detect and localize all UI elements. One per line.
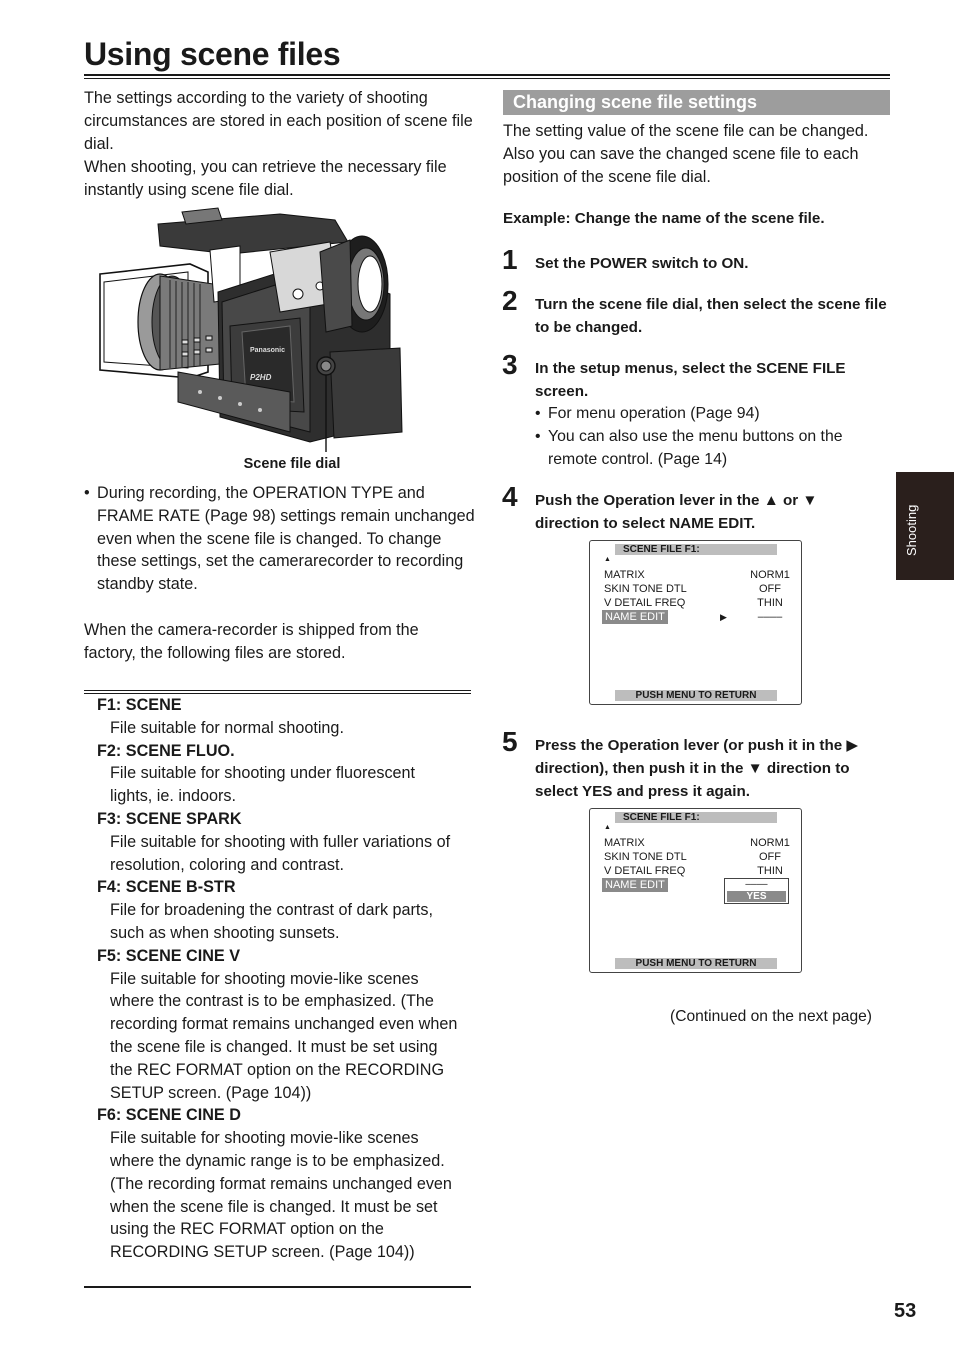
menu-row-selected <box>604 610 794 624</box>
step-bullet: • You can also use the menu buttons on the remote control. (Page 14) <box>535 426 895 472</box>
camera-caption: Scene file dial <box>243 456 341 472</box>
title-rule-thin <box>84 78 890 79</box>
menu-row <box>604 850 794 864</box>
menu-footer: PUSH MENU TO RETURN <box>615 690 777 701</box>
scene-file-menu-1 <box>589 540 802 705</box>
step-text: In the setup menus, select the SCENE FILE screen. <box>535 360 846 400</box>
continued-note: (Continued on the next page) <box>670 1008 872 1025</box>
menu-row <box>604 864 794 878</box>
file-desc: File suitable for shooting movie-like scenes where the dynamic range is to be emphasized. (The recording format remains unchanged even when the scene file is changed. It must be set using the REC FORMAT option on the RECORDING SETUP screen. (Page 104)) <box>110 1129 452 1262</box>
file-desc: File suitable for shooting movie-like scenes where the contrast is to be emphasized. (The recording format remains unchanged even when the scene file is changed. It must be set using the REC FORMAT option on the RECORDING SETUP screen. (Page 104)) <box>110 969 458 1102</box>
step-bullet: • For menu operation (Page 94) <box>535 403 895 426</box>
menu-row-label: SKIN TONE DTL <box>604 851 687 863</box>
step-bullets <box>535 403 895 471</box>
menu-row <box>604 582 794 596</box>
menu-row-value: THIN <box>757 865 783 877</box>
menu-header: SCENE FILE F1: <box>615 544 777 555</box>
menu-row-value: THIN <box>757 597 783 609</box>
intro-paragraph-1: The settings according to the variety of shooting circumstances are stored in each position of scene file dial. <box>84 89 473 153</box>
menu-footer: PUSH MENU TO RETURN <box>615 958 777 969</box>
confirm-value: –––– <box>745 879 768 890</box>
menu-row-label: SKIN TONE DTL <box>604 583 687 595</box>
file-title: F4: SCENE B-STR <box>97 878 236 897</box>
file-list-rule-top <box>84 690 471 691</box>
file-title: F6: SCENE CINE D <box>97 1106 241 1125</box>
menu-row-value: OFF <box>759 851 781 863</box>
menu-row <box>604 596 794 610</box>
intro-paragraph-2: When shooting, you can retrieve the necessary file instantly using scene file dial. <box>84 158 447 199</box>
menu-row-value: NORM1 <box>750 837 790 849</box>
step-text: Press the Operation lever (or push it in the ▶ direction), then push it in the ▼ direction to select YES and press it again. <box>535 737 859 800</box>
page-number: 53 <box>894 1300 917 1322</box>
scene-file-menu-2 <box>589 808 802 973</box>
side-tab <box>896 472 954 580</box>
menu-header: SCENE FILE F1: <box>615 812 777 823</box>
file-list <box>97 694 477 1264</box>
step-text: Turn the scene file dial, then select the scene file to be changed. <box>535 296 887 336</box>
menu-row <box>604 836 794 850</box>
menu-row-label: NAME EDIT <box>602 878 668 892</box>
scroll-up-icon: ▲ <box>604 824 611 831</box>
yes-option: YES <box>727 891 786 902</box>
file-title: F2: SCENE FLUO. <box>97 741 235 760</box>
menu-row-value: NORM1 <box>750 569 790 581</box>
section-intro: The setting value of the scene file can be changed. Also you can save the changed scene file to each position of the scene file dial. <box>503 122 869 186</box>
side-tab-label: Shooting <box>904 504 919 556</box>
step-text: Set the POWER switch to ON. <box>535 255 749 272</box>
menu-row-label: V DETAIL FREQ <box>604 865 686 877</box>
step-number: 3 <box>502 349 518 380</box>
menu-row-label: V DETAIL FREQ <box>604 597 686 609</box>
file-desc: File suitable for shooting under fluorescent lights, ie. indoors. <box>110 764 416 806</box>
file-desc: File suitable for normal shooting. <box>110 718 344 737</box>
menu-row-label: NAME EDIT <box>602 610 668 624</box>
step-number: 5 <box>502 726 518 757</box>
step-number: 2 <box>502 285 518 316</box>
file-title: F3: SCENE SPARK <box>97 809 242 828</box>
menu-row-value: –––– <box>757 611 783 623</box>
file-title: F5: SCENE CINE V <box>97 946 241 965</box>
step-number: 4 <box>502 481 518 512</box>
file-title: F1: SCENE <box>97 696 182 714</box>
menu-row-label: MATRIX <box>604 569 645 581</box>
pointer-right-icon: ▶ <box>720 612 727 622</box>
note-bullet-text: • During recording, the OPERATION TYPE and FRAME RATE (Page 98) settings remain unchanged even when the scene file is changed. To change these settings, set the camerarecorder to recording standby state. <box>84 482 476 596</box>
scroll-up-icon: ▲ <box>604 556 611 563</box>
note-bullet <box>84 482 476 596</box>
p2hd-badge: P2HD <box>250 373 272 382</box>
menu-row-label: MATRIX <box>604 837 645 849</box>
file-list-rule-bottom <box>84 1286 471 1288</box>
camera-illustration <box>90 202 410 452</box>
menu-row <box>604 568 794 582</box>
file-desc: File suitable for shooting with fuller variations of resolution, coloring and contrast. <box>110 832 451 874</box>
example-text: Example: Change the name of the scene file. <box>503 210 825 227</box>
menu-row-value: OFF <box>759 583 781 595</box>
factory-text: When the camera-recorder is shipped from the factory, the following files are stored. <box>84 621 419 662</box>
page-title: Using scene files <box>84 36 341 72</box>
step-number: 1 <box>502 244 518 275</box>
section-heading: Changing scene file settings <box>503 90 890 115</box>
brand-label: Panasonic <box>250 347 286 354</box>
confirm-box <box>724 878 789 904</box>
step-text: Push the Operation lever in the ▲ or ▼ direction to select NAME EDIT. <box>535 492 818 532</box>
file-desc: File for broadening the contrast of dark parts, such as when shooting sunsets. <box>110 901 434 942</box>
title-rule <box>84 74 890 76</box>
